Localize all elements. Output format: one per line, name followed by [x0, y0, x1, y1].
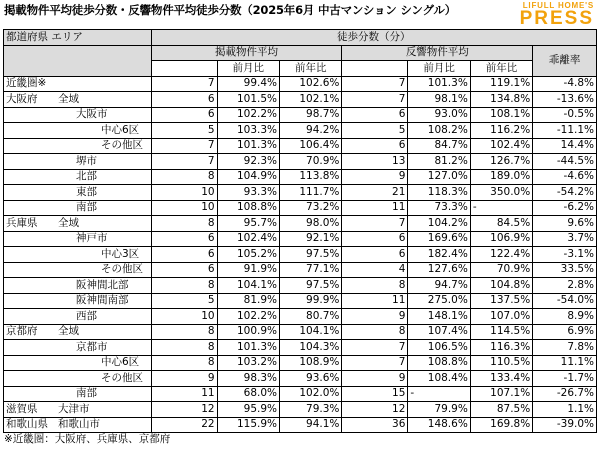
area-label: 西部 — [76, 309, 97, 322]
listed-yoy-cell: 104.1% — [280, 324, 342, 340]
response-yoy-cell: 110.5% — [470, 355, 532, 371]
listed-yoy-cell: 102.6% — [280, 76, 342, 92]
listed-yoy-cell: 73.2% — [280, 200, 342, 216]
listed-value-cell: 8 — [151, 340, 217, 356]
listed-mom-cell: 100.9% — [217, 324, 279, 340]
area-cell — [4, 247, 152, 263]
listed-yoy-cell: 79.3% — [280, 402, 342, 418]
header-area-blank — [4, 45, 152, 76]
area-label: 京都市 — [76, 340, 108, 353]
area-cell — [4, 340, 152, 356]
divergence-cell: 2.8% — [533, 278, 597, 294]
listed-yoy-cell: 94.1% — [280, 417, 342, 433]
brand-logo-main: PRESS — [519, 8, 594, 29]
table-header — [4, 30, 597, 77]
divergence-cell: -13.6% — [533, 92, 597, 108]
listed-mom-cell: 101.3% — [217, 340, 279, 356]
response-value-cell: 8 — [342, 324, 408, 340]
listed-yoy-cell: 92.1% — [280, 231, 342, 247]
listed-yoy-cell: 98.7% — [280, 107, 342, 123]
listed-mom-cell: 103.3% — [217, 123, 279, 139]
table-row — [4, 262, 597, 278]
prefecture-label: 京都府 — [6, 325, 38, 338]
table-row — [4, 107, 597, 123]
response-value-cell: 6 — [342, 247, 408, 263]
response-mom-cell: 108.2% — [408, 123, 470, 139]
response-value-cell: 15 — [342, 386, 408, 402]
table-row — [4, 386, 597, 402]
response-yoy-cell: 84.5% — [470, 216, 532, 232]
header-response-yoy: 前年比 — [470, 61, 532, 77]
table-row — [4, 324, 597, 340]
response-value-cell: 21 — [342, 185, 408, 201]
listed-mom-cell: 99.4% — [217, 76, 279, 92]
table-row — [4, 200, 597, 216]
table-row — [4, 371, 597, 387]
response-mom-cell: 84.7% — [408, 138, 470, 154]
table-row — [4, 92, 597, 108]
area-label: 和歌山市 — [58, 418, 100, 431]
area-label: その他区 — [101, 371, 143, 384]
listed-mom-cell: 91.9% — [217, 262, 279, 278]
response-value-cell: 6 — [342, 107, 408, 123]
prefecture-label: 和歌山県 — [6, 418, 48, 431]
response-value-cell: 4 — [342, 262, 408, 278]
divergence-cell: 7.8% — [533, 340, 597, 356]
response-value-cell: 11 — [342, 200, 408, 216]
area-cell — [4, 185, 152, 201]
response-value-cell: 7 — [342, 92, 408, 108]
area-label: 大津市 — [58, 402, 90, 415]
header-listed-mom: 前月比 — [217, 61, 279, 77]
listed-value-cell: 8 — [151, 169, 217, 185]
response-mom-cell: 127.6% — [408, 262, 470, 278]
header-divergence: 乖離率 — [533, 45, 597, 76]
response-yoy-cell: 108.1% — [470, 107, 532, 123]
response-mom-cell: 182.4% — [408, 247, 470, 263]
response-yoy-cell: 133.4% — [470, 371, 532, 387]
response-mom-cell: 148.6% — [408, 417, 470, 433]
response-value-cell: 8 — [342, 278, 408, 294]
response-yoy-cell: 350.0% — [470, 185, 532, 201]
area-label: 堺市 — [76, 154, 97, 167]
response-value-cell: 12 — [342, 402, 408, 418]
area-label: 中心6区 — [101, 356, 140, 369]
prefecture-label: 滋賀県 — [6, 402, 38, 415]
area-label: 阪神間北部 — [76, 278, 129, 291]
response-value-cell: 9 — [342, 309, 408, 325]
table-row — [4, 309, 597, 325]
response-value-cell: 7 — [342, 355, 408, 371]
divergence-cell: -11.1% — [533, 123, 597, 139]
divergence-cell: -1.7% — [533, 371, 597, 387]
listed-value-cell: 5 — [151, 293, 217, 309]
listed-value-cell: 6 — [151, 107, 217, 123]
listed-value-cell: 8 — [151, 324, 217, 340]
response-yoy-cell: 107.0% — [470, 309, 532, 325]
response-mom-cell: 81.2% — [408, 154, 470, 170]
area-cell — [4, 386, 152, 402]
header-walk-minutes: 徒歩分数（分） — [151, 30, 596, 46]
listed-value-cell: 6 — [151, 262, 217, 278]
response-yoy-cell: 70.9% — [470, 262, 532, 278]
listed-yoy-cell: 108.9% — [280, 355, 342, 371]
response-mom-cell: 101.3% — [408, 76, 470, 92]
response-yoy-cell: 122.4% — [470, 247, 532, 263]
area-cell — [4, 216, 152, 232]
area-cell — [4, 278, 152, 294]
response-value-cell: 13 — [342, 154, 408, 170]
divergence-cell: -26.7% — [533, 386, 597, 402]
listed-mom-cell: 95.7% — [217, 216, 279, 232]
listed-mom-cell: 103.2% — [217, 355, 279, 371]
area-label: 南部 — [76, 201, 97, 214]
header-response-mom: 前月比 — [408, 61, 470, 77]
listed-value-cell: 5 — [151, 123, 217, 139]
divergence-cell: -4.6% — [533, 169, 597, 185]
response-value-cell: 7 — [342, 340, 408, 356]
listed-value-cell: 8 — [151, 278, 217, 294]
divergence-cell: 8.9% — [533, 309, 597, 325]
area-label: 大阪市 — [76, 108, 108, 121]
listed-value-cell: 11 — [151, 386, 217, 402]
table-row — [4, 138, 597, 154]
table-row — [4, 76, 597, 92]
listed-yoy-cell: 94.2% — [280, 123, 342, 139]
area-label: 北部 — [76, 170, 97, 183]
area-cell — [4, 231, 152, 247]
response-mom-cell: 106.5% — [408, 340, 470, 356]
listed-yoy-cell: 97.5% — [280, 278, 342, 294]
header-listed-yoy: 前年比 — [280, 61, 342, 77]
area-cell — [4, 371, 152, 387]
listed-yoy-cell: 102.0% — [280, 386, 342, 402]
listed-yoy-cell: 97.5% — [280, 247, 342, 263]
listed-value-cell: 10 — [151, 200, 217, 216]
response-mom-cell: 94.7% — [408, 278, 470, 294]
response-mom-cell: 118.3% — [408, 185, 470, 201]
listed-value-cell: 10 — [151, 309, 217, 325]
walk-minutes-table — [3, 29, 597, 433]
response-yoy-cell: 189.0% — [470, 169, 532, 185]
area-label: 中心6区 — [101, 123, 140, 136]
area-cell — [4, 324, 152, 340]
divergence-cell: 6.9% — [533, 324, 597, 340]
response-mom-cell: 73.3% — [408, 200, 470, 216]
listed-value-cell: 6 — [151, 231, 217, 247]
brand-logo-top: LIFULL HOME'S — [522, 1, 594, 10]
listed-mom-cell: 101.3% — [217, 138, 279, 154]
area-label: 阪神間南部 — [76, 294, 129, 307]
area-label: その他区 — [101, 263, 143, 276]
listed-value-cell: 8 — [151, 355, 217, 371]
listed-value-cell: 9 — [151, 371, 217, 387]
area-label: 南部 — [76, 387, 97, 400]
area-label: 東部 — [76, 185, 97, 198]
response-value-cell: 7 — [342, 216, 408, 232]
area-cell — [4, 154, 152, 170]
listed-yoy-cell: 111.7% — [280, 185, 342, 201]
prefecture-label: 兵庫県 — [6, 216, 38, 229]
area-cell — [4, 169, 152, 185]
response-value-cell: 6 — [342, 231, 408, 247]
listed-mom-cell: 115.9% — [217, 417, 279, 433]
area-label: 中心3区 — [101, 247, 140, 260]
response-mom-cell: 79.9% — [408, 402, 470, 418]
listed-mom-cell: 102.4% — [217, 231, 279, 247]
area-cell — [4, 76, 152, 92]
response-yoy-cell: - — [470, 200, 532, 216]
response-yoy-cell: 126.7% — [470, 154, 532, 170]
area-cell — [4, 92, 152, 108]
area-label: その他区 — [101, 139, 143, 152]
header-listed-value-blank — [151, 61, 217, 77]
divergence-cell: -44.5% — [533, 154, 597, 170]
divergence-cell: 3.7% — [533, 231, 597, 247]
response-yoy-cell: 169.8% — [470, 417, 532, 433]
area-cell — [4, 402, 152, 418]
listed-mom-cell: 81.9% — [217, 293, 279, 309]
listed-yoy-cell: 113.8% — [280, 169, 342, 185]
response-mom-cell: 108.8% — [408, 355, 470, 371]
prefecture-label: 近畿圏※ — [6, 77, 47, 90]
response-mom-cell: - — [408, 386, 470, 402]
listed-value-cell: 6 — [151, 92, 217, 108]
area-cell — [4, 355, 152, 371]
listed-value-cell: 7 — [151, 154, 217, 170]
listed-value-cell: 7 — [151, 76, 217, 92]
divergence-cell: 1.1% — [533, 402, 597, 418]
listed-value-cell: 12 — [151, 402, 217, 418]
divergence-cell: 11.1% — [533, 355, 597, 371]
listed-mom-cell: 101.5% — [217, 92, 279, 108]
response-mom-cell: 93.0% — [408, 107, 470, 123]
area-cell — [4, 309, 152, 325]
area-cell — [4, 107, 152, 123]
listed-yoy-cell: 106.4% — [280, 138, 342, 154]
listed-mom-cell: 102.2% — [217, 107, 279, 123]
divergence-cell: -39.0% — [533, 417, 597, 433]
page-title: 掲載物件平均徒歩分数・反響物件平均徒歩分数（2025年6月 中古マンション シングル） — [4, 3, 457, 17]
listed-yoy-cell: 102.1% — [280, 92, 342, 108]
table-row — [4, 185, 597, 201]
listed-yoy-cell: 104.3% — [280, 340, 342, 356]
header-response: 反響物件平均 — [342, 45, 533, 61]
listed-yoy-cell: 70.9% — [280, 154, 342, 170]
listed-mom-cell: 105.2% — [217, 247, 279, 263]
listed-mom-cell: 102.2% — [217, 309, 279, 325]
header-area: 都道府県 エリア — [4, 30, 152, 46]
prefecture-label: 大阪府 — [6, 92, 38, 105]
area-label: 全域 — [58, 325, 79, 338]
brand-logo — [520, 1, 594, 28]
response-mom-cell: 148.1% — [408, 309, 470, 325]
response-yoy-cell: 119.1% — [470, 76, 532, 92]
listed-yoy-cell: 77.1% — [280, 262, 342, 278]
response-value-cell: 7 — [342, 76, 408, 92]
response-value-cell: 6 — [342, 138, 408, 154]
divergence-cell: 9.6% — [533, 216, 597, 232]
response-mom-cell: 98.1% — [408, 92, 470, 108]
listed-value-cell: 22 — [151, 417, 217, 433]
response-yoy-cell: 107.1% — [470, 386, 532, 402]
listed-mom-cell: 104.9% — [217, 169, 279, 185]
table-row — [4, 154, 597, 170]
table-row — [4, 247, 597, 263]
table-row — [4, 216, 597, 232]
table-row — [4, 169, 597, 185]
response-mom-cell: 169.6% — [408, 231, 470, 247]
response-yoy-cell: 116.3% — [470, 340, 532, 356]
listed-value-cell: 10 — [151, 185, 217, 201]
listed-yoy-cell: 93.6% — [280, 371, 342, 387]
table-row — [4, 123, 597, 139]
listed-value-cell: 6 — [151, 247, 217, 263]
listed-yoy-cell: 99.9% — [280, 293, 342, 309]
response-yoy-cell: 134.8% — [470, 92, 532, 108]
response-yoy-cell: 87.5% — [470, 402, 532, 418]
divergence-cell: 33.5% — [533, 262, 597, 278]
divergence-cell: -6.2% — [533, 200, 597, 216]
response-yoy-cell: 137.5% — [470, 293, 532, 309]
area-cell — [4, 293, 152, 309]
response-value-cell: 9 — [342, 169, 408, 185]
table-row — [4, 340, 597, 356]
divergence-cell: -54.2% — [533, 185, 597, 201]
listed-yoy-cell: 98.0% — [280, 216, 342, 232]
response-yoy-cell: 114.5% — [470, 324, 532, 340]
footnote: ※近畿圏：大阪府、兵庫県、京都府 — [4, 433, 171, 445]
response-value-cell: 5 — [342, 123, 408, 139]
response-mom-cell: 127.0% — [408, 169, 470, 185]
listed-mom-cell: 104.1% — [217, 278, 279, 294]
response-yoy-cell: 104.8% — [470, 278, 532, 294]
response-yoy-cell: 102.4% — [470, 138, 532, 154]
response-yoy-cell: 116.2% — [470, 123, 532, 139]
area-label: 神戸市 — [76, 232, 108, 245]
listed-mom-cell: 108.8% — [217, 200, 279, 216]
listed-mom-cell: 95.9% — [217, 402, 279, 418]
response-value-cell: 11 — [342, 293, 408, 309]
table-row — [4, 402, 597, 418]
listed-yoy-cell: 80.7% — [280, 309, 342, 325]
response-mom-cell: 107.4% — [408, 324, 470, 340]
response-yoy-cell: 106.9% — [470, 231, 532, 247]
listed-value-cell: 7 — [151, 138, 217, 154]
area-cell — [4, 200, 152, 216]
divergence-cell: 14.4% — [533, 138, 597, 154]
listed-mom-cell: 98.3% — [217, 371, 279, 387]
divergence-cell: -0.5% — [533, 107, 597, 123]
response-value-cell: 36 — [342, 417, 408, 433]
response-mom-cell: 108.4% — [408, 371, 470, 387]
divergence-cell: -54.0% — [533, 293, 597, 309]
header-listed: 掲載物件平均 — [151, 45, 342, 61]
listed-mom-cell: 93.3% — [217, 185, 279, 201]
area-cell — [4, 138, 152, 154]
area-label: 全域 — [58, 92, 79, 105]
divergence-cell: -3.1% — [533, 247, 597, 263]
area-cell — [4, 262, 152, 278]
divergence-cell: -4.8% — [533, 76, 597, 92]
response-mom-cell: 275.0% — [408, 293, 470, 309]
table-row — [4, 355, 597, 371]
table-row — [4, 278, 597, 294]
area-label: 全域 — [58, 216, 79, 229]
table-row — [4, 231, 597, 247]
area-cell — [4, 123, 152, 139]
response-mom-cell: 104.2% — [408, 216, 470, 232]
response-value-cell: 9 — [342, 371, 408, 387]
listed-value-cell: 8 — [151, 216, 217, 232]
listed-mom-cell: 92.3% — [217, 154, 279, 170]
listed-mom-cell: 68.0% — [217, 386, 279, 402]
header-response-value-blank — [342, 61, 408, 77]
table-body — [4, 76, 597, 433]
table-row — [4, 293, 597, 309]
